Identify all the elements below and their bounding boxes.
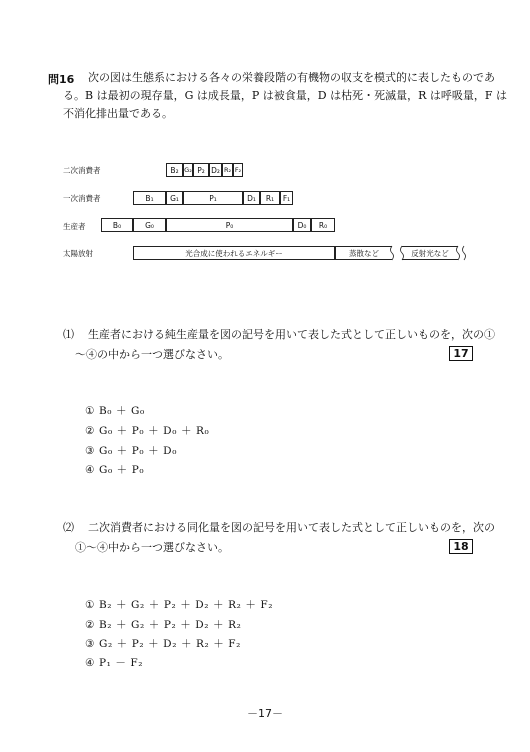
question-intro-line2: る。B は最初の現存量，G は成長量，P は被食量，D は枯死・死滅量，R は呼吸量，F は — [63, 89, 507, 102]
sub1-line1: 生産者における純生産量を図の記号を用いて表した式として正しいものを，次の① — [88, 328, 495, 341]
row-label-solar-radiation: 太陽放射 — [63, 249, 93, 258]
sub1-number: ⑴ — [63, 328, 74, 341]
box-G1: G₁ — [166, 191, 183, 205]
box-photosynthesis-energy: 光合成に使われるエネルギー — [133, 246, 335, 260]
sub1-option-3: ③ G₀ ＋ P₀ ＋ D₀ — [85, 445, 177, 457]
box-P2: P₂ — [193, 163, 209, 177]
box-R0: R₀ — [311, 218, 335, 232]
box-G2: G₂ — [183, 163, 193, 177]
box-transpiration: 蒸散など — [335, 246, 392, 260]
sub1-option-4: ④ G₀ ＋ P₀ — [85, 464, 145, 476]
box-B2: B₂ — [166, 163, 183, 177]
sub2-option-3: ③ G₂ ＋ P₂ ＋ D₂ ＋ R₂ ＋ F₂ — [85, 638, 241, 650]
sub1-line2: ～④の中から一つ選びなさい。 — [75, 348, 229, 361]
page-number: －17－ — [247, 707, 283, 720]
box-P1: P₁ — [183, 191, 243, 205]
row-label-primary-consumer: 一次消費者 — [63, 194, 101, 203]
sub2-option-4: ④ P₁ － F₂ — [85, 657, 144, 669]
box-D1: D₁ — [243, 191, 260, 205]
sub1-option-1: ① B₀ ＋ G₀ — [85, 405, 145, 417]
row-label-secondary-consumer: 二次消費者 — [63, 166, 101, 175]
box-F1: F₁ — [280, 191, 293, 205]
row-label-producer: 生産者 — [63, 222, 86, 231]
box-P0: P₀ — [166, 218, 293, 232]
answer-box-17: 17 — [449, 346, 473, 361]
box-R2: R₂ — [222, 163, 233, 177]
question-number: 問16 — [48, 73, 75, 86]
box-F2: F₂ — [233, 163, 243, 177]
box-G0: G₀ — [133, 218, 166, 232]
box-D0: D₀ — [293, 218, 311, 232]
sub2-option-2: ② B₂ ＋ G₂ ＋ P₂ ＋ D₂ ＋ R₂ — [85, 619, 242, 631]
wavy-break-lines — [388, 244, 468, 262]
sub2-number: ⑵ — [63, 521, 74, 534]
box-D2: D₂ — [209, 163, 222, 177]
box-reflected-light: 反射光など — [402, 246, 458, 260]
box-B0: B₀ — [101, 218, 133, 232]
sub1-option-2: ② G₀ ＋ P₀ ＋ D₀ ＋ R₀ — [85, 425, 210, 437]
sub2-option-1: ① B₂ ＋ G₂ ＋ P₂ ＋ D₂ ＋ R₂ ＋ F₂ — [85, 599, 274, 611]
sub2-line2: ①～④中から一つ選びなさい。 — [75, 541, 229, 554]
box-B1: B₁ — [133, 191, 166, 205]
sub2-line1: 二次消費者における同化量を図の記号を用いて表した式として正しいものを，次の — [88, 521, 495, 534]
question-intro-line1: 次の図は生態系における各々の栄養段階の有機物の収支を模式的に表したものであ — [88, 71, 495, 84]
box-R1: R₁ — [260, 191, 280, 205]
question-intro-line3: 不消化排出量である。 — [63, 107, 173, 120]
answer-box-18: 18 — [449, 539, 473, 554]
